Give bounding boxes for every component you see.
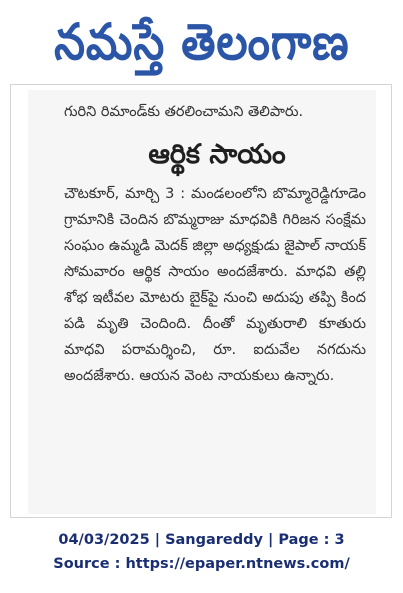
source-line: Source : https://epaper.ntnews.com/ bbox=[53, 556, 350, 572]
masthead-title: నమస్తే తెలంగాణ bbox=[53, 13, 350, 71]
edition-meta-line: 04/03/2025 | Sangareddy | Page : 3 bbox=[58, 532, 345, 548]
article-clipping bbox=[28, 90, 376, 514]
article-body-text: చౌటకూర్, మార్చి 3 : మండలంలోని బొమ్మారెడ్డిగూడెం గ్రామానికి చెందిన బొమ్మరాజు మాధవికి గిరిజన సంక్షేమ సంఘం ఉమ్మడి మెదక్ జిల్లా అధ్యక్షుడు జైపాల్ నాయక్ సోమవారం ఆర్థిక సాయం అందజేశారు. మాధవి తల్లి శోభ ఇటీవల మోటరు బైక్‌పై నుంచి అదుపు తప్పి కింద పడి మృతి చెందింది. దీంతో మృతురాలి కూతురు మాధవి పరామర్శించి, రూ. ఐదువేల నగదును అందజేశారు. ఆయన వెంట నాయకులు ఉన్నారు. bbox=[64, 186, 366, 385]
newspaper-masthead bbox=[0, 0, 403, 84]
article-headline: ఆర్థిక సాయం bbox=[148, 139, 286, 170]
article-intro-text: గురిని రిమాండ్‌కు తరలించామని తెలిపారు. bbox=[64, 104, 304, 120]
